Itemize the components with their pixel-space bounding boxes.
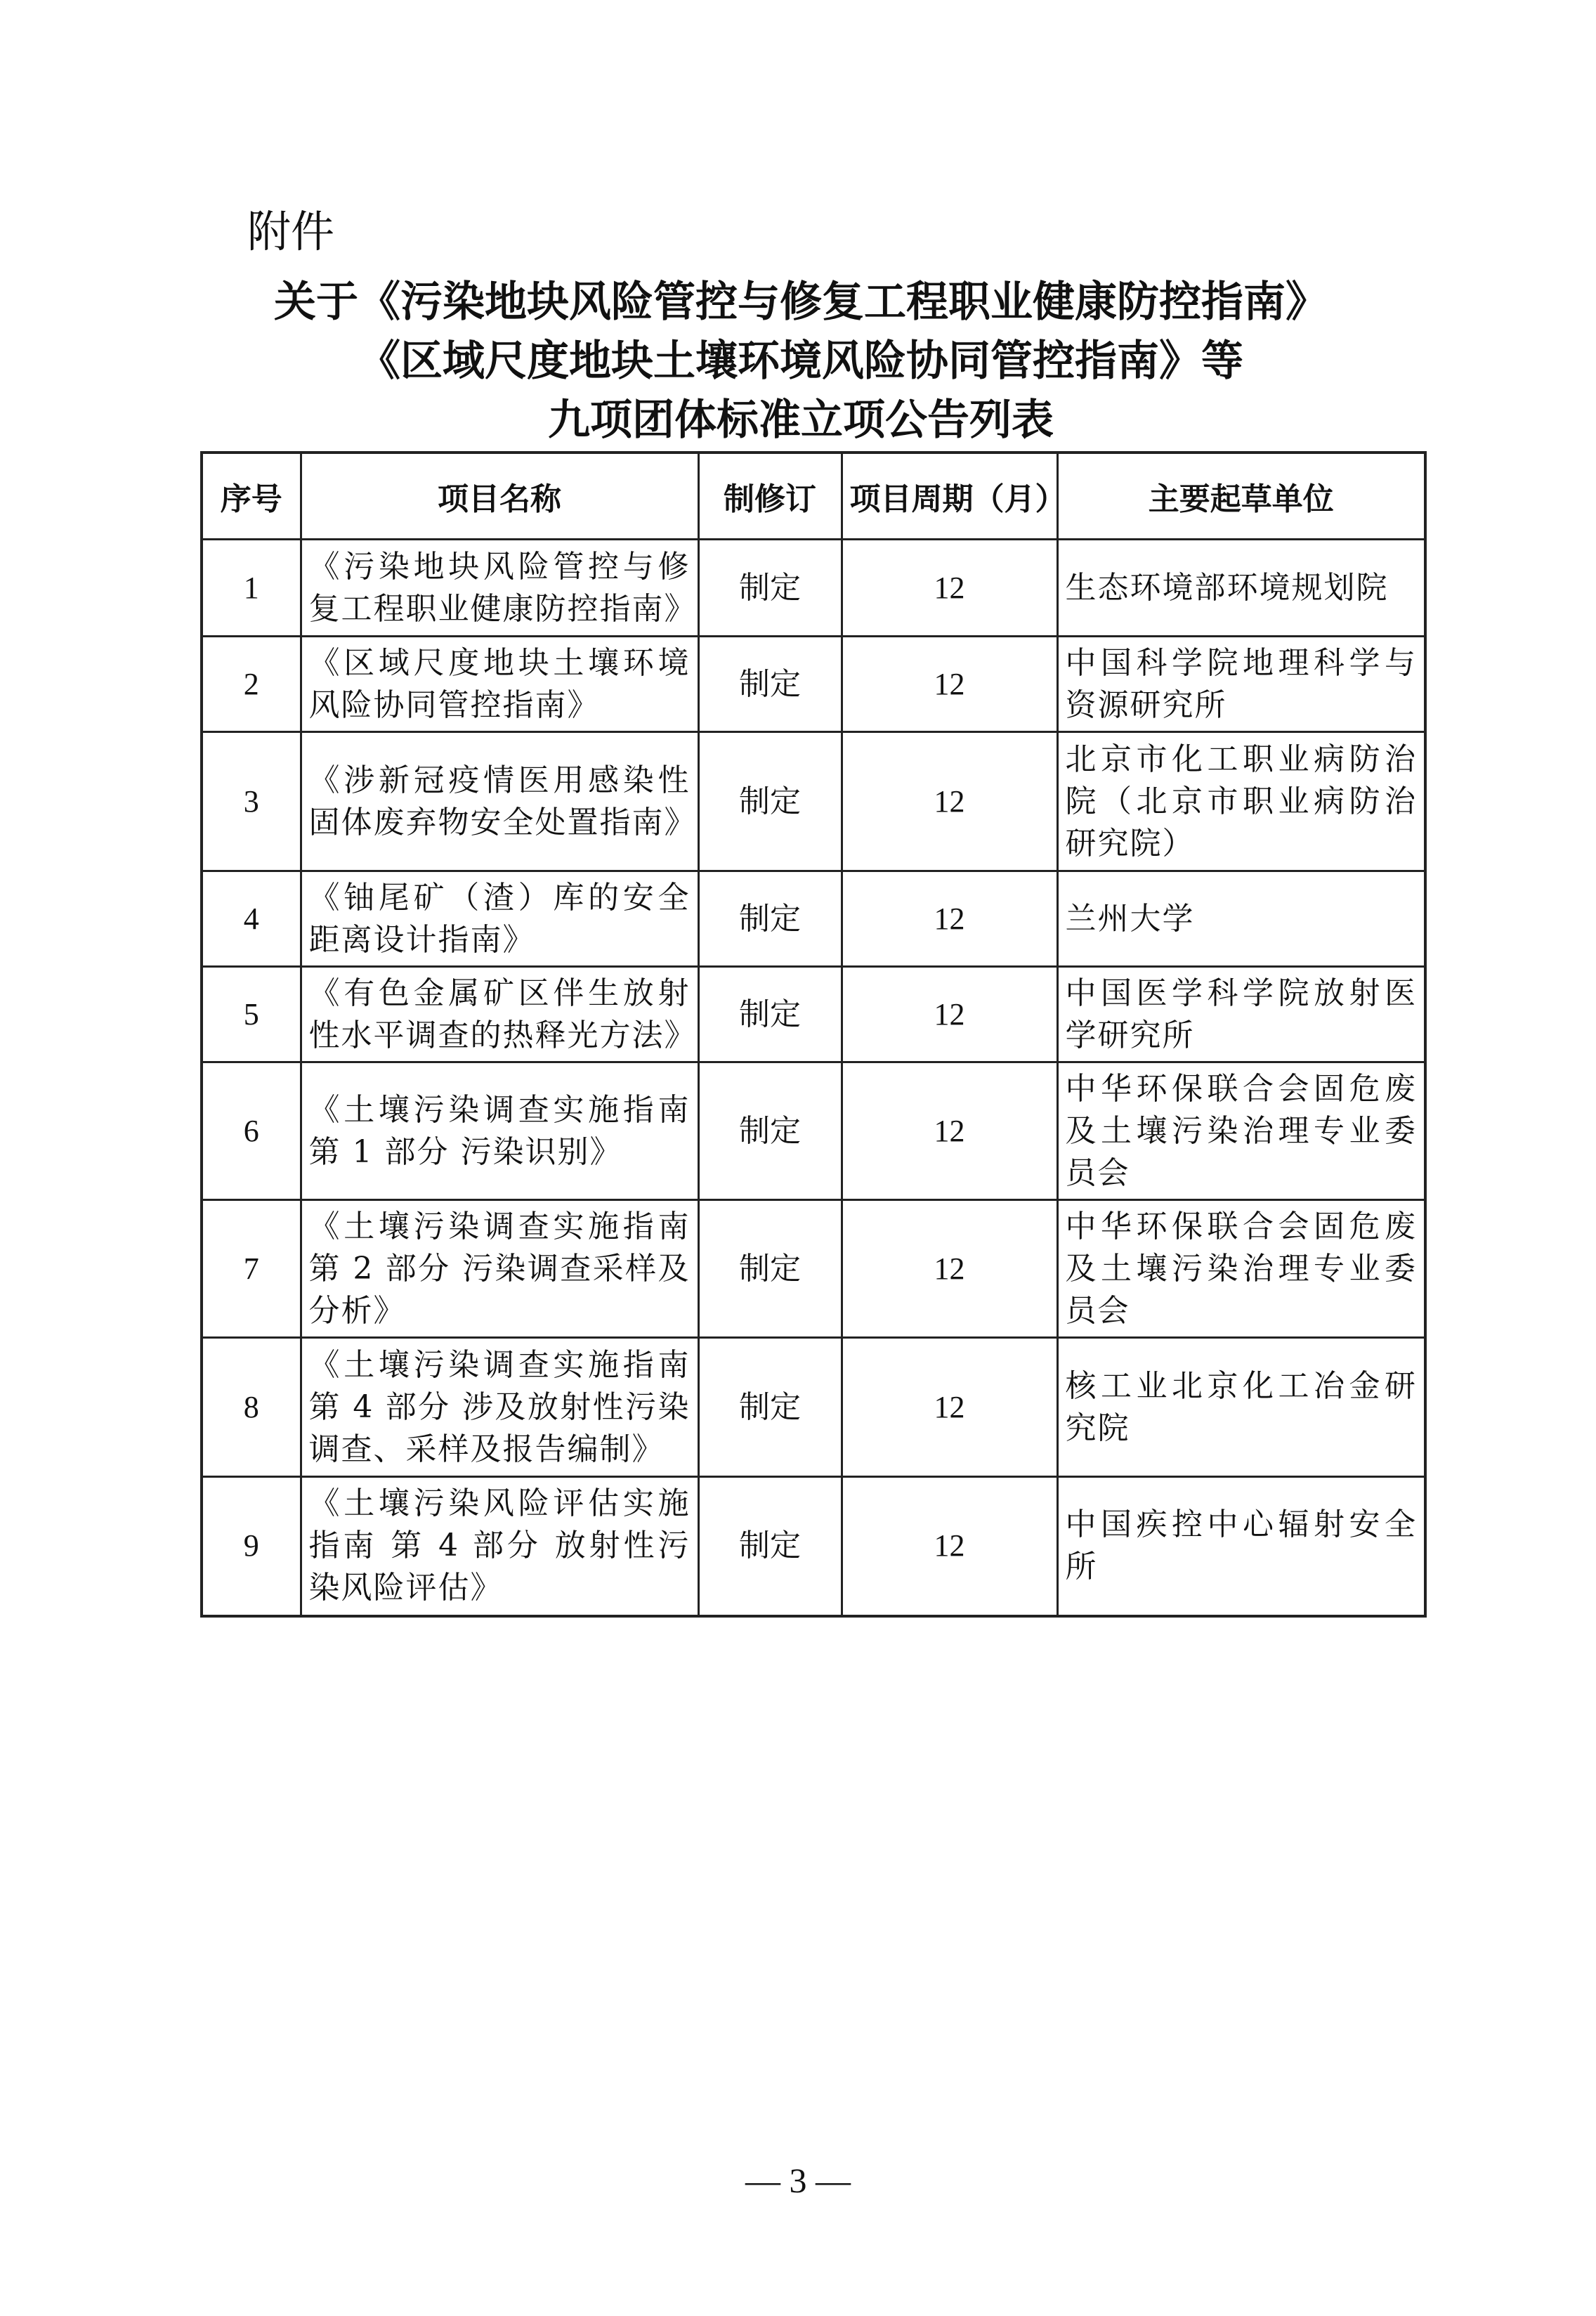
row-drafting-unit: 中国疾控中心辐射安全所 [1057,1477,1425,1616]
row-period: 12 [842,732,1057,871]
row-index: 5 [202,967,301,1062]
header-index: 序号 [202,453,301,540]
row-index: 2 [202,637,301,732]
row-revision-type: 制定 [698,871,842,967]
row-project-name: 《土壤污染调查实施指南 第 4 部分 涉及放射性污染调查、采样及报告编制》 [301,1338,698,1477]
table-row [202,1477,1425,1616]
header-type: 制修订 [698,453,842,540]
header-unit: 主要起草单位 [1057,453,1425,540]
row-revision-type: 制定 [698,1338,842,1477]
row-period: 12 [842,871,1057,967]
row-period: 12 [842,1477,1057,1616]
row-drafting-unit: 中国医学科学院放射医学研究所 [1057,967,1425,1062]
row-index: 7 [202,1200,301,1338]
row-drafting-unit: 生态环境部环境规划院 [1057,540,1425,637]
row-revision-type: 制定 [698,1062,842,1200]
row-index: 8 [202,1338,301,1477]
row-revision-type: 制定 [698,1200,842,1338]
page-number: — 3 — [745,2161,851,2200]
row-revision-type: 制定 [698,732,842,871]
header-name: 项目名称 [301,453,698,540]
row-project-name: 《区域尺度地块土壤环境风险协同管控指南》 [301,637,698,732]
row-drafting-unit: 中华环保联合会固危废及土壤污染治理专业委员会 [1057,1200,1425,1338]
table-row [202,1338,1425,1477]
row-project-name: 《土壤污染风险评估实施指南 第 4 部分 放射性污染风险评估》 [301,1477,698,1616]
standards-table [200,451,1427,1618]
row-project-name: 《铀尾矿（渣）库的安全距离设计指南》 [301,871,698,967]
row-project-name: 《有色金属矿区伴生放射性水平调查的热释光方法》 [301,967,698,1062]
table-row [202,1200,1425,1338]
table-header-row [202,453,1425,540]
title-line-1: 关于《污染地块风险管控与修复工程职业健康防控指南》 [274,278,1328,327]
title-line-2: 《区域尺度地块土壤环境风险协同管控指南》等 [358,337,1243,386]
row-project-name: 《涉新冠疫情医用感染性固体废弃物安全处置指南》 [301,732,698,871]
row-index: 3 [202,732,301,871]
row-drafting-unit: 核工业北京化工冶金研究院 [1057,1338,1425,1477]
row-project-name: 《污染地块风险管控与修复工程职业健康防控指南》 [301,540,698,637]
row-period: 12 [842,637,1057,732]
row-revision-type: 制定 [698,967,842,1062]
row-index: 9 [202,1477,301,1616]
table-row [202,967,1425,1062]
row-index: 6 [202,1062,301,1200]
table-row [202,871,1425,967]
document-title [169,273,1433,450]
table-row [202,732,1425,871]
row-index: 1 [202,540,301,637]
row-drafting-unit: 北京市化工职业病防治院（北京市职业病防治研究院） [1057,732,1425,871]
table-row [202,1062,1425,1200]
table-row [202,637,1425,732]
row-period: 12 [842,967,1057,1062]
row-drafting-unit: 中国科学院地理科学与资源研究所 [1057,637,1425,732]
row-period: 12 [842,1062,1057,1200]
table-row [202,540,1425,637]
row-project-name: 《土壤污染调查实施指南 第 2 部分 污染调查采样及分析》 [301,1200,698,1338]
header-period: 项目周期（月） [842,453,1057,540]
row-revision-type: 制定 [698,637,842,732]
row-index: 4 [202,871,301,967]
row-project-name: 《土壤污染调查实施指南 第 1 部分 污染识别》 [301,1062,698,1200]
attachment-label: 附件 [247,206,335,257]
row-revision-type: 制定 [698,540,842,637]
row-drafting-unit: 中华环保联合会固危废及土壤污染治理专业委员会 [1057,1062,1425,1200]
title-line-3: 九项团体标准立项公告列表 [548,396,1054,445]
row-period: 12 [842,1200,1057,1338]
row-drafting-unit: 兰州大学 [1057,871,1425,967]
row-revision-type: 制定 [698,1477,842,1616]
row-period: 12 [842,540,1057,637]
row-period: 12 [842,1338,1057,1477]
